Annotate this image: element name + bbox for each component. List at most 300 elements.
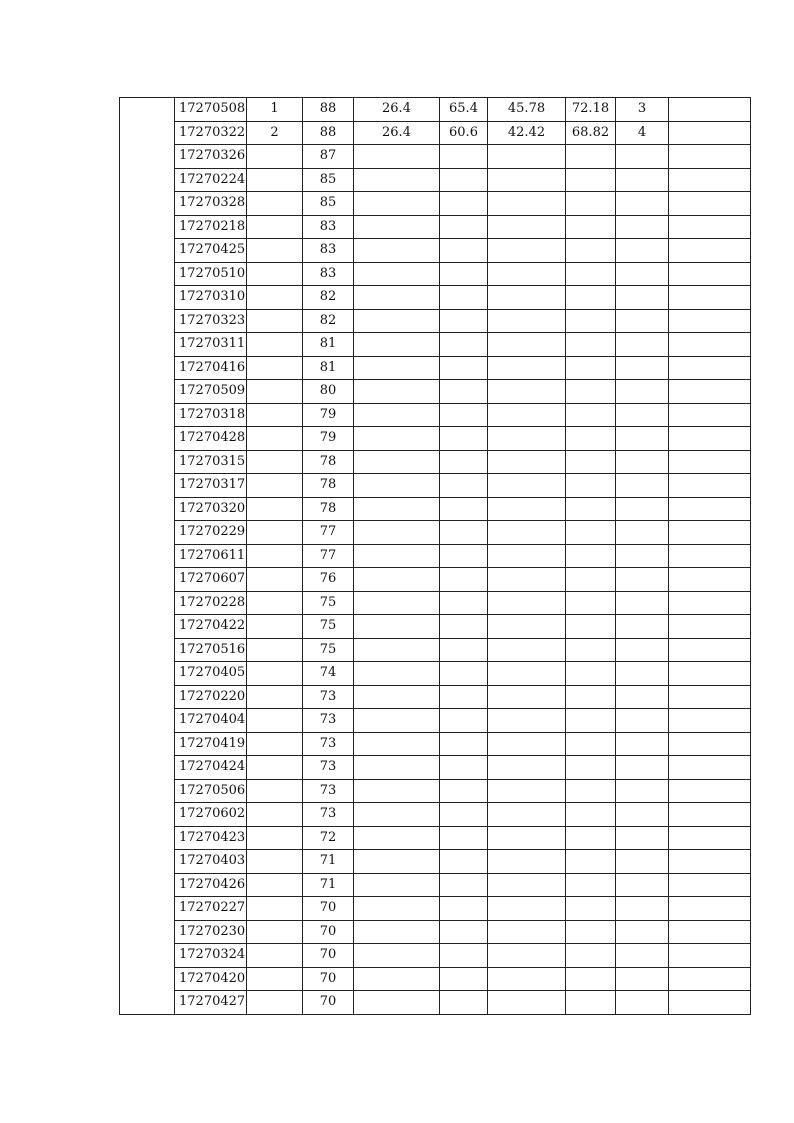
total-score-cell (566, 192, 616, 216)
weighted-score-c-cell (488, 427, 566, 451)
place-cell (616, 356, 669, 380)
note-cell (669, 403, 751, 427)
student-id-cell: 17270224 (175, 168, 247, 192)
table-row (120, 427, 751, 451)
note-cell (669, 732, 751, 756)
total-score-cell (566, 638, 616, 662)
score-cell: 78 (303, 497, 354, 521)
note-cell (669, 145, 751, 169)
score-table-body (120, 98, 751, 1015)
rank-cell (247, 403, 303, 427)
note-cell (669, 333, 751, 357)
weighted-score-a-cell (354, 991, 440, 1015)
note-cell (669, 967, 751, 991)
rank-cell: 1 (247, 98, 303, 122)
table-row (120, 826, 751, 850)
place-cell (616, 873, 669, 897)
weighted-score-a-cell (354, 944, 440, 968)
total-score-cell: 68.82 (566, 121, 616, 145)
rank-cell (247, 897, 303, 921)
weighted-score-a-cell (354, 403, 440, 427)
student-id-cell: 17270317 (175, 474, 247, 498)
student-id-cell: 17270425 (175, 239, 247, 263)
place-cell (616, 192, 669, 216)
table-row (120, 192, 751, 216)
score-b-cell (440, 826, 488, 850)
score-cell: 70 (303, 897, 354, 921)
weighted-score-c-cell (488, 168, 566, 192)
score-b-cell (440, 803, 488, 827)
weighted-score-c-cell (488, 826, 566, 850)
weighted-score-a-cell (354, 286, 440, 310)
place-cell (616, 920, 669, 944)
place-cell (616, 591, 669, 615)
weighted-score-c-cell (488, 544, 566, 568)
total-score-cell (566, 803, 616, 827)
weighted-score-c-cell (488, 638, 566, 662)
place-cell (616, 685, 669, 709)
score-cell: 75 (303, 615, 354, 639)
rank-cell (247, 920, 303, 944)
score-cell: 81 (303, 333, 354, 357)
rank-cell (247, 685, 303, 709)
student-id-cell: 17270324 (175, 944, 247, 968)
note-cell (669, 427, 751, 451)
total-score-cell (566, 920, 616, 944)
total-score-cell (566, 591, 616, 615)
weighted-score-a-cell (354, 709, 440, 733)
table-row (120, 850, 751, 874)
weighted-score-c-cell (488, 897, 566, 921)
score-cell: 79 (303, 427, 354, 451)
score-b-cell (440, 732, 488, 756)
score-b-cell (440, 521, 488, 545)
table-row (120, 920, 751, 944)
student-id-cell: 17270426 (175, 873, 247, 897)
place-cell (616, 662, 669, 686)
student-id-cell: 17270310 (175, 286, 247, 310)
table-row (120, 521, 751, 545)
rank-cell (247, 521, 303, 545)
place-cell (616, 638, 669, 662)
score-b-cell (440, 450, 488, 474)
weighted-score-a-cell (354, 920, 440, 944)
score-cell: 73 (303, 685, 354, 709)
place-cell (616, 333, 669, 357)
student-id-cell: 17270509 (175, 380, 247, 404)
weighted-score-c-cell (488, 309, 566, 333)
rank-cell (247, 826, 303, 850)
score-cell: 70 (303, 991, 354, 1015)
total-score-cell (566, 662, 616, 686)
score-cell: 77 (303, 521, 354, 545)
note-cell (669, 286, 751, 310)
note-cell (669, 756, 751, 780)
rank-cell (247, 309, 303, 333)
place-cell (616, 732, 669, 756)
table-row (120, 145, 751, 169)
note-cell (669, 356, 751, 380)
note-cell (669, 850, 751, 874)
score-b-cell (440, 215, 488, 239)
total-score-cell (566, 732, 616, 756)
note-cell (669, 897, 751, 921)
note-cell (669, 239, 751, 263)
place-cell (616, 474, 669, 498)
place-cell (616, 450, 669, 474)
weighted-score-a-cell (354, 967, 440, 991)
weighted-score-c-cell (488, 873, 566, 897)
table-row (120, 662, 751, 686)
total-score-cell (566, 826, 616, 850)
note-cell (669, 98, 751, 122)
total-score-cell (566, 215, 616, 239)
student-id-cell: 17270510 (175, 262, 247, 286)
score-b-cell (440, 967, 488, 991)
score-cell: 76 (303, 568, 354, 592)
total-score-cell (566, 897, 616, 921)
place-cell (616, 568, 669, 592)
rank-cell (247, 192, 303, 216)
total-score-cell (566, 474, 616, 498)
student-id-cell: 17270220 (175, 685, 247, 709)
total-score-cell (566, 568, 616, 592)
score-b-cell (440, 497, 488, 521)
score-cell: 73 (303, 732, 354, 756)
place-cell (616, 897, 669, 921)
weighted-score-a-cell (354, 638, 440, 662)
student-id-cell: 17270229 (175, 521, 247, 545)
table-row (120, 262, 751, 286)
student-id-cell: 17270607 (175, 568, 247, 592)
score-b-cell (440, 403, 488, 427)
table-row (120, 380, 751, 404)
note-cell (669, 380, 751, 404)
total-score-cell (566, 709, 616, 733)
rank-cell (247, 145, 303, 169)
rank-cell (247, 873, 303, 897)
place-cell (616, 850, 669, 874)
weighted-score-a-cell (354, 897, 440, 921)
total-score-cell (566, 615, 616, 639)
note-cell (669, 685, 751, 709)
note-cell (669, 309, 751, 333)
score-cell: 71 (303, 850, 354, 874)
score-b-cell (440, 474, 488, 498)
score-cell: 75 (303, 591, 354, 615)
total-score-cell (566, 967, 616, 991)
score-b-cell (440, 568, 488, 592)
score-cell: 83 (303, 239, 354, 263)
weighted-score-a-cell (354, 826, 440, 850)
place-cell: 3 (616, 98, 669, 122)
note-cell (669, 873, 751, 897)
score-b-cell: 65.4 (440, 98, 488, 122)
student-id-cell: 17270218 (175, 215, 247, 239)
table-row (120, 309, 751, 333)
weighted-score-a-cell (354, 662, 440, 686)
table-row (120, 403, 751, 427)
score-b-cell (440, 944, 488, 968)
student-id-cell: 17270228 (175, 591, 247, 615)
score-cell: 75 (303, 638, 354, 662)
student-id-cell: 17270322 (175, 121, 247, 145)
weighted-score-a-cell (354, 497, 440, 521)
weighted-score-c-cell (488, 145, 566, 169)
note-cell (669, 709, 751, 733)
score-b-cell (440, 309, 488, 333)
weighted-score-c-cell (488, 568, 566, 592)
table-row (120, 568, 751, 592)
table-row (120, 239, 751, 263)
weighted-score-c-cell (488, 333, 566, 357)
total-score-cell (566, 286, 616, 310)
total-score-cell (566, 944, 616, 968)
weighted-score-c-cell (488, 967, 566, 991)
note-cell (669, 521, 751, 545)
score-cell: 70 (303, 944, 354, 968)
note-cell (669, 474, 751, 498)
table-row (120, 779, 751, 803)
place-cell (616, 944, 669, 968)
table-row (120, 615, 751, 639)
weighted-score-a-cell (354, 192, 440, 216)
weighted-score-a-cell (354, 873, 440, 897)
place-cell (616, 521, 669, 545)
score-b-cell: 60.6 (440, 121, 488, 145)
rank-cell (247, 568, 303, 592)
student-id-cell: 17270424 (175, 756, 247, 780)
weighted-score-a-cell (354, 356, 440, 380)
score-cell: 72 (303, 826, 354, 850)
rank-cell (247, 591, 303, 615)
rank-cell (247, 262, 303, 286)
weighted-score-c-cell (488, 497, 566, 521)
weighted-score-c-cell: 45.78 (488, 98, 566, 122)
weighted-score-a-cell (354, 427, 440, 451)
rank-cell (247, 380, 303, 404)
table-row (120, 121, 751, 145)
weighted-score-c-cell (488, 944, 566, 968)
weighted-score-a-cell (354, 333, 440, 357)
note-cell (669, 450, 751, 474)
place-cell (616, 309, 669, 333)
weighted-score-a-cell (354, 568, 440, 592)
student-id-cell: 17270611 (175, 544, 247, 568)
score-b-cell (440, 662, 488, 686)
place-cell (616, 145, 669, 169)
student-id-cell: 17270328 (175, 192, 247, 216)
weighted-score-a-cell (354, 591, 440, 615)
weighted-score-a-cell (354, 168, 440, 192)
score-cell: 73 (303, 709, 354, 733)
weighted-score-c-cell (488, 192, 566, 216)
score-b-cell (440, 873, 488, 897)
place-cell (616, 239, 669, 263)
weighted-score-c-cell (488, 521, 566, 545)
place-cell (616, 803, 669, 827)
note-cell (669, 121, 751, 145)
rank-cell: 2 (247, 121, 303, 145)
weighted-score-c-cell (488, 756, 566, 780)
weighted-score-c-cell (488, 803, 566, 827)
student-id-cell: 17270318 (175, 403, 247, 427)
total-score-cell (566, 262, 616, 286)
table-row (120, 98, 751, 122)
student-id-cell: 17270423 (175, 826, 247, 850)
score-b-cell (440, 685, 488, 709)
place-cell (616, 168, 669, 192)
score-b-cell (440, 356, 488, 380)
place-cell (616, 967, 669, 991)
table-row (120, 638, 751, 662)
rank-cell (247, 803, 303, 827)
place-cell (616, 826, 669, 850)
rank-cell (247, 732, 303, 756)
place-cell (616, 286, 669, 310)
weighted-score-a-cell (354, 380, 440, 404)
note-cell (669, 920, 751, 944)
table-row (120, 286, 751, 310)
total-score-cell (566, 756, 616, 780)
total-score-cell (566, 427, 616, 451)
score-cell: 71 (303, 873, 354, 897)
weighted-score-c-cell (488, 356, 566, 380)
place-cell (616, 215, 669, 239)
weighted-score-c-cell (488, 239, 566, 263)
place-cell (616, 779, 669, 803)
table-row (120, 756, 751, 780)
place-cell (616, 497, 669, 521)
weighted-score-a-cell (354, 309, 440, 333)
total-score-cell (566, 333, 616, 357)
table-row (120, 709, 751, 733)
total-score-cell (566, 380, 616, 404)
place-cell: 4 (616, 121, 669, 145)
rank-cell (247, 709, 303, 733)
rank-cell (247, 779, 303, 803)
score-table (119, 97, 751, 1015)
score-cell: 73 (303, 779, 354, 803)
student-id-cell: 17270416 (175, 356, 247, 380)
table-row (120, 168, 751, 192)
weighted-score-a-cell (354, 685, 440, 709)
table-row (120, 333, 751, 357)
score-b-cell (440, 779, 488, 803)
note-cell (669, 662, 751, 686)
place-cell (616, 544, 669, 568)
weighted-score-c-cell (488, 709, 566, 733)
weighted-score-c-cell (488, 685, 566, 709)
weighted-score-c-cell (488, 662, 566, 686)
total-score-cell (566, 239, 616, 263)
weighted-score-c-cell (488, 474, 566, 498)
rank-cell (247, 544, 303, 568)
weighted-score-a-cell (354, 732, 440, 756)
student-id-cell: 17270323 (175, 309, 247, 333)
score-b-cell (440, 380, 488, 404)
rank-cell (247, 497, 303, 521)
table-row (120, 215, 751, 239)
score-b-cell (440, 991, 488, 1015)
table-row (120, 873, 751, 897)
score-cell: 85 (303, 192, 354, 216)
rank-cell (247, 615, 303, 639)
weighted-score-a-cell (354, 544, 440, 568)
weighted-score-c-cell: 42.42 (488, 121, 566, 145)
weighted-score-c-cell (488, 615, 566, 639)
note-cell (669, 568, 751, 592)
total-score-cell (566, 991, 616, 1015)
student-id-cell: 17270227 (175, 897, 247, 921)
score-b-cell (440, 192, 488, 216)
rank-cell (247, 450, 303, 474)
note-cell (669, 803, 751, 827)
note-cell (669, 826, 751, 850)
score-cell: 73 (303, 803, 354, 827)
total-score-cell (566, 450, 616, 474)
score-b-cell (440, 544, 488, 568)
table-row (120, 897, 751, 921)
student-id-cell: 17270311 (175, 333, 247, 357)
rank-cell (247, 333, 303, 357)
weighted-score-a-cell: 26.4 (354, 98, 440, 122)
place-cell (616, 403, 669, 427)
place-cell (616, 427, 669, 451)
place-cell (616, 262, 669, 286)
score-b-cell (440, 897, 488, 921)
student-id-cell: 17270602 (175, 803, 247, 827)
weighted-score-a-cell (354, 474, 440, 498)
score-cell: 70 (303, 967, 354, 991)
score-cell: 87 (303, 145, 354, 169)
rank-cell (247, 967, 303, 991)
table-row (120, 944, 751, 968)
total-score-cell (566, 873, 616, 897)
score-cell: 88 (303, 98, 354, 122)
weighted-score-a-cell (354, 262, 440, 286)
score-b-cell (440, 145, 488, 169)
note-cell (669, 215, 751, 239)
score-b-cell (440, 709, 488, 733)
score-b-cell (440, 638, 488, 662)
student-id-cell: 17270326 (175, 145, 247, 169)
table-row (120, 591, 751, 615)
rank-cell (247, 215, 303, 239)
table-row (120, 544, 751, 568)
rank-cell (247, 286, 303, 310)
note-cell (669, 591, 751, 615)
weighted-score-c-cell (488, 450, 566, 474)
score-cell: 73 (303, 756, 354, 780)
score-cell: 74 (303, 662, 354, 686)
total-score-cell (566, 145, 616, 169)
score-cell: 78 (303, 474, 354, 498)
table-row (120, 803, 751, 827)
score-cell: 85 (303, 168, 354, 192)
note-cell (669, 168, 751, 192)
score-b-cell (440, 168, 488, 192)
total-score-cell (566, 521, 616, 545)
score-cell: 83 (303, 262, 354, 286)
score-b-cell (440, 427, 488, 451)
student-id-cell: 17270404 (175, 709, 247, 733)
weighted-score-c-cell (488, 591, 566, 615)
total-score-cell (566, 685, 616, 709)
table-row (120, 450, 751, 474)
score-cell: 80 (303, 380, 354, 404)
weighted-score-c-cell (488, 779, 566, 803)
